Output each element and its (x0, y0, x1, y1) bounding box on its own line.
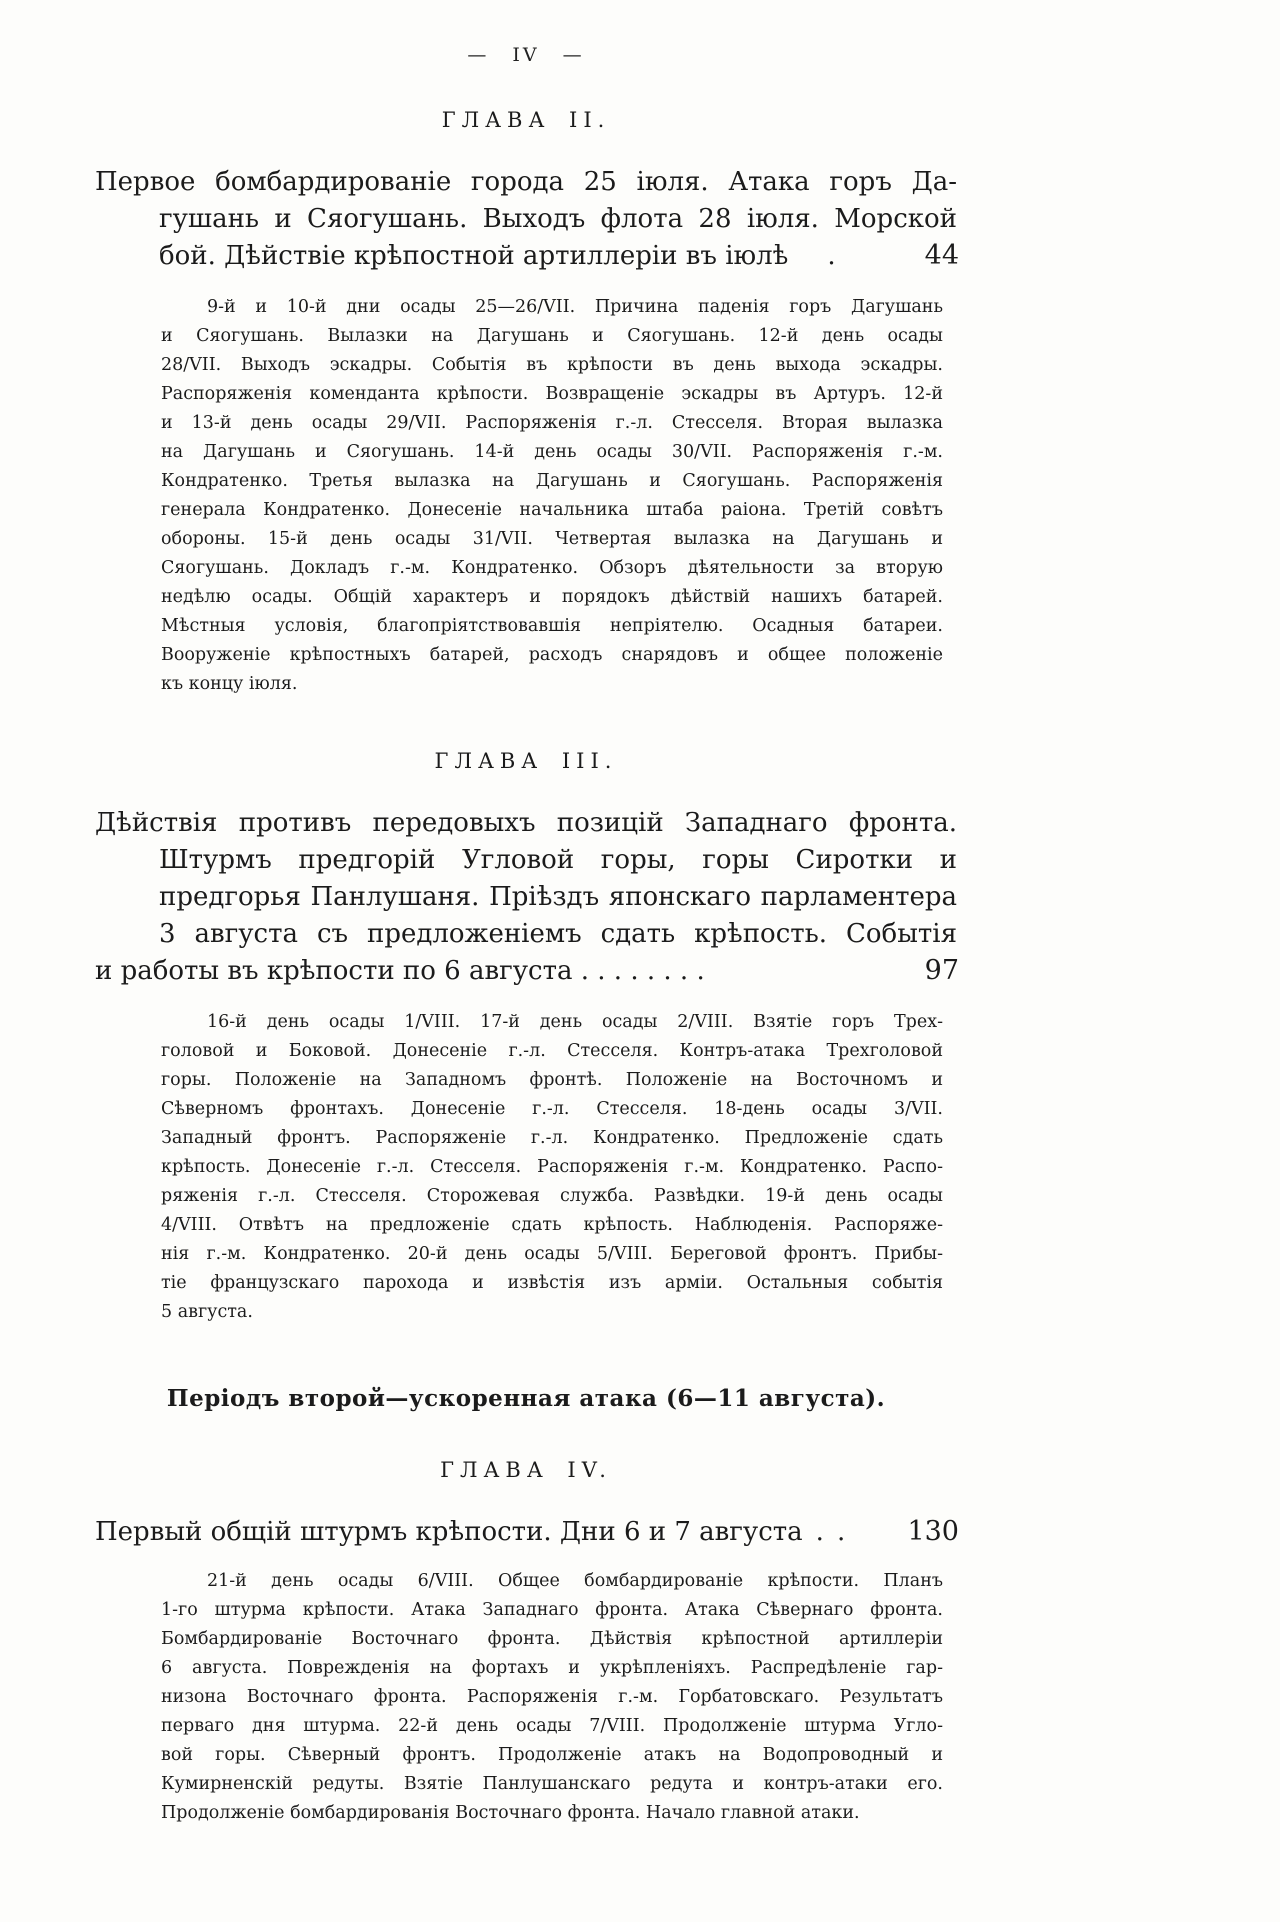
summary-line: низона Восточнаго фронта. Распоряженія г.-м. Горбатовскаго. Результатъ (161, 1687, 943, 1707)
summary-line: Кондратенко. Третья вылазка на Дагушань и Сяогушань. Распоряженія (161, 471, 943, 491)
summary-line: Продолженіе бомбардированія Восточнаго фронта. Начало главной атаки. (161, 1803, 860, 1823)
summary-line: Сѣверномъ фронтахъ. Донесеніе г.-л. Стесселя. 18-день осады 3/VII. (161, 1099, 943, 1119)
summary-line: Западный фронтъ. Распоряженіе г.-л. Кондратенко. Предложеніе сдать (161, 1128, 943, 1148)
chapter-4-page-ref: 130 (907, 1516, 959, 1547)
summary-line: 16-й день осады 1/VIII. 17-й день осады 2/VIII. Взятіе горъ Трех- (207, 1012, 943, 1032)
summary-line: 9-й и 10-й дни осады 25—26/VII. Причина паденія горъ Дагушань (207, 297, 943, 317)
summary-line: и 13-й день осады 29/VII. Распоряженія г.-л. Стесселя. Вторая вылазка (161, 413, 943, 433)
summary-line: горы. Положеніе на Западномъ фронтѣ. Положеніе на Восточномъ и (161, 1070, 943, 1090)
summary-line: ряженія г.-л. Стесселя. Сторожевая служба. Развѣдки. 19-й день осады (161, 1186, 943, 1206)
summary-line: на Дагушань и Сяогушань. 14-й день осады 30/VII. Распоряженія г.-м. (161, 442, 943, 462)
chapter-4-heading: ГЛАВА IV. (440, 1458, 612, 1482)
summary-line: головой и Боковой. Донесеніе г.-л. Стесселя. Контръ-атака Трехголовой (161, 1041, 943, 1061)
toc-content (95, 44, 957, 1828)
summary-line: 21-й день осады 6/VIII. Общее бомбардированіе крѣпости. Планъ (207, 1571, 943, 1591)
summary-line: 4/VIII. Отвѣтъ на предложеніе сдать крѣпость. Наблюденія. Распоряже- (161, 1215, 943, 1235)
chapter-3-entry (95, 805, 957, 990)
summary-line: 1-го штурма крѣпости. Атака Западнаго фронта. Атака Сѣвернаго фронта. (161, 1600, 943, 1620)
chapter-3-section (95, 749, 957, 1327)
chapter-2-page-ref: 44 (924, 240, 959, 271)
page-number-header: — IV — (467, 44, 585, 66)
summary-line: недѣлю осады. Общій характеръ и порядокъ дѣйствій нашихъ батарей. (161, 587, 943, 607)
chapter-2-entry (95, 164, 957, 275)
chapter-4-section (95, 1458, 957, 1828)
title-line: предгорья Панлушаня. Пріѣздъ японскаго парламентера (159, 882, 957, 912)
chapter-2-heading: ГЛАВА II. (441, 108, 611, 132)
title-line: Штурмъ предгорій Угловой горы, горы Сиротки и (159, 845, 957, 875)
summary-line: Распоряженія коменданта крѣпости. Возвращеніе эскадры въ Артуръ. 12-й (161, 384, 943, 404)
summary-line: тіе французскаго парохода и извѣстія изъ арміи. Остальныя событія (161, 1273, 943, 1293)
chapter-4-title (95, 1514, 957, 1551)
summary-line: генерала Кондратенко. Донесеніе начальника штаба раіона. Третій совѣтъ (161, 500, 943, 520)
chapter-2-section (95, 108, 957, 699)
title-line: Дѣйствія противъ передовыхъ позицій Западнаго фронта. (95, 808, 957, 838)
summary-line: перваго дня штурма. 22-й день осады 7/VIII. Продолженіе штурма Угло- (161, 1716, 943, 1736)
summary-line: 5 августа. (161, 1302, 253, 1322)
chapter-4-entry (95, 1514, 957, 1551)
summary-line: Сяогушань. Докладъ г.-м. Кондратенко. Обзоръ дѣятельности за вторую (161, 558, 943, 578)
summary-line: и Сяогушань. Вылазки на Дагушань и Сяогушань. 12-й день осады (161, 326, 943, 346)
chapter-3-page-ref: 97 (924, 955, 959, 986)
title-line: гушань и Сяогушань. Выходъ флота 28 іюля. Морской (159, 204, 957, 234)
chapter-4-summary (161, 1567, 943, 1828)
chapter-3-title (95, 805, 957, 990)
summary-line: нія г.-м. Кондратенко. 20-й день осады 5/VIII. Береговой фронтъ. Прибы- (161, 1244, 943, 1264)
summary-line: къ концу іюля. (161, 674, 298, 694)
summary-line: вой горы. Сѣверный фронтъ. Продолженіе атакъ на Водопроводный и (161, 1745, 943, 1765)
summary-line: обороны. 15-й день осады 31/VII. Четвертая вылазка на Дагушань и (161, 529, 943, 549)
title-line: Первое бомбардированіе города 25 іюля. Атака горъ Да- (95, 167, 957, 197)
title-line: Первый общій штурмъ крѣпости. Дни 6 и 7 августа . . (95, 1517, 846, 1547)
summary-line: крѣпость. Донесеніе г.-л. Стесселя. Распоряженія г.-м. Кондратенко. Распо- (161, 1157, 943, 1177)
title-line: 3 августа съ предложеніемъ сдать крѣпость. Событія (159, 919, 957, 949)
chapter-3-summary (161, 1008, 943, 1327)
period-2-heading: Періодъ второй—ускоренная атака (6—11 августа). (166, 1385, 886, 1412)
summary-line: Мѣстныя условія, благопріятствовавшія непріятелю. Осадныя батареи. (161, 616, 943, 636)
summary-line: 28/VII. Выходъ эскадры. Событія въ крѣпости въ день выхода эскадры. (161, 355, 943, 375)
title-line: и работы въ крѣпости по 6 августа . . . . . . . . (95, 956, 705, 986)
summary-line: 6 августа. Поврежденія на фортахъ и укрѣпленіяхъ. Распредѣленіе гар- (161, 1658, 943, 1678)
summary-line: Кумирненскій редуты. Взятіе Панлушанскаго редута и контръ-атаки его. (161, 1774, 943, 1794)
chapter-3-heading: ГЛАВА III. (434, 749, 618, 773)
title-line: бой. Дѣйствіе крѣпостной артиллеріи въ іюлѣ . (159, 241, 836, 271)
summary-line: Вооруженіе крѣпостныхъ батарей, расходъ снарядовъ и общее положеніе (161, 645, 943, 665)
chapter-2-title (95, 164, 957, 275)
chapter-2-summary (161, 293, 943, 699)
summary-line: Бомбардированіе Восточнаго фронта. Дѣйствія крѣпостной артиллеріи (161, 1629, 943, 1649)
